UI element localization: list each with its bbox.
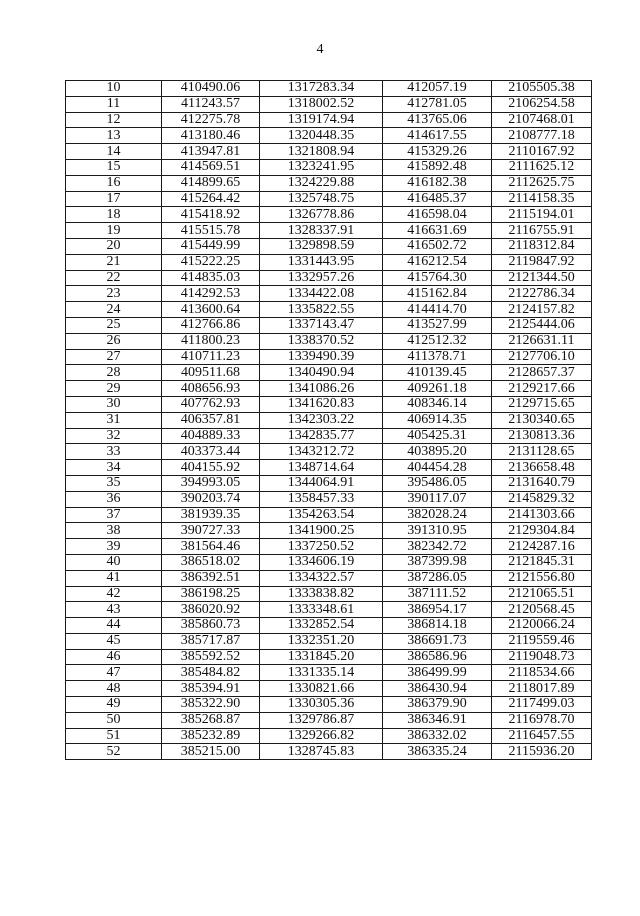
- x2-value-cell: 386954.17: [383, 602, 492, 618]
- table-row: [66, 159, 592, 175]
- table-row: [66, 254, 592, 270]
- y2-value-cell: 2110167.92: [492, 144, 592, 160]
- y1-value-cell: 1324229.88: [260, 175, 383, 191]
- point-number-cell: 48: [66, 681, 162, 697]
- y1-value-cell: 1321808.94: [260, 144, 383, 160]
- x1-value-cell: 406357.81: [162, 412, 260, 428]
- point-number-cell: 14: [66, 144, 162, 160]
- y2-value-cell: 2141303.66: [492, 507, 592, 523]
- x1-value-cell: 415222.25: [162, 254, 260, 270]
- x1-value-cell: 407762.93: [162, 396, 260, 412]
- table-row: [66, 96, 592, 112]
- x1-value-cell: 394993.05: [162, 475, 260, 491]
- y1-value-cell: 1337250.52: [260, 539, 383, 555]
- table-row: [66, 302, 592, 318]
- x2-value-cell: 386691.73: [383, 633, 492, 649]
- y2-value-cell: 2116755.91: [492, 223, 592, 239]
- x1-value-cell: 413180.46: [162, 128, 260, 144]
- x1-value-cell: 386518.02: [162, 554, 260, 570]
- y1-value-cell: 1343212.72: [260, 444, 383, 460]
- point-number-cell: 40: [66, 554, 162, 570]
- y1-value-cell: 1328337.91: [260, 223, 383, 239]
- x2-value-cell: 387111.52: [383, 586, 492, 602]
- x2-value-cell: 386499.99: [383, 665, 492, 681]
- y2-value-cell: 2111625.12: [492, 159, 592, 175]
- y2-value-cell: 2107468.01: [492, 112, 592, 128]
- table-row: [66, 491, 592, 507]
- y1-value-cell: 1341900.25: [260, 523, 383, 539]
- x1-value-cell: 386392.51: [162, 570, 260, 586]
- y2-value-cell: 2128657.37: [492, 365, 592, 381]
- point-number-cell: 13: [66, 128, 162, 144]
- y1-value-cell: 1320448.35: [260, 128, 383, 144]
- point-number-cell: 41: [66, 570, 162, 586]
- x2-value-cell: 391310.95: [383, 523, 492, 539]
- y1-value-cell: 1326778.86: [260, 207, 383, 223]
- x2-value-cell: 386379.90: [383, 697, 492, 713]
- coordinate-table: [65, 80, 592, 760]
- point-number-cell: 52: [66, 744, 162, 760]
- y1-value-cell: 1344064.91: [260, 475, 383, 491]
- y1-value-cell: 1319174.94: [260, 112, 383, 128]
- point-number-cell: 44: [66, 618, 162, 634]
- y1-value-cell: 1342835.77: [260, 428, 383, 444]
- y1-value-cell: 1333838.82: [260, 586, 383, 602]
- point-number-cell: 27: [66, 349, 162, 365]
- x2-value-cell: 415329.26: [383, 144, 492, 160]
- x2-value-cell: 406914.35: [383, 412, 492, 428]
- point-number-cell: 28: [66, 365, 162, 381]
- y1-value-cell: 1338370.52: [260, 333, 383, 349]
- y2-value-cell: 2106254.58: [492, 96, 592, 112]
- x1-value-cell: 390727.33: [162, 523, 260, 539]
- y2-value-cell: 2108777.18: [492, 128, 592, 144]
- table-row: [66, 175, 592, 191]
- x2-value-cell: 415162.84: [383, 286, 492, 302]
- y1-value-cell: 1329786.87: [260, 712, 383, 728]
- point-number-cell: 46: [66, 649, 162, 665]
- y1-value-cell: 1329266.82: [260, 728, 383, 744]
- point-number-cell: 22: [66, 270, 162, 286]
- y2-value-cell: 2117499.03: [492, 697, 592, 713]
- point-number-cell: 24: [66, 302, 162, 318]
- table-row: [66, 365, 592, 381]
- y2-value-cell: 2121344.50: [492, 270, 592, 286]
- x1-value-cell: 385484.82: [162, 665, 260, 681]
- x1-value-cell: 385215.00: [162, 744, 260, 760]
- table-row: [66, 460, 592, 476]
- table-row: [66, 412, 592, 428]
- point-number-cell: 38: [66, 523, 162, 539]
- x2-value-cell: 409261.18: [383, 381, 492, 397]
- table-row: [66, 712, 592, 728]
- table-row: [66, 697, 592, 713]
- table-row: [66, 144, 592, 160]
- x2-value-cell: 390117.07: [383, 491, 492, 507]
- point-number-cell: 29: [66, 381, 162, 397]
- table-row: [66, 396, 592, 412]
- x2-value-cell: 408346.14: [383, 396, 492, 412]
- x2-value-cell: 414414.70: [383, 302, 492, 318]
- x1-value-cell: 415449.99: [162, 238, 260, 254]
- point-number-cell: 16: [66, 175, 162, 191]
- y2-value-cell: 2124287.16: [492, 539, 592, 555]
- y1-value-cell: 1354263.54: [260, 507, 383, 523]
- y1-value-cell: 1332852.54: [260, 618, 383, 634]
- x1-value-cell: 415264.42: [162, 191, 260, 207]
- point-number-cell: 10: [66, 81, 162, 97]
- y1-value-cell: 1339490.39: [260, 349, 383, 365]
- point-number-cell: 31: [66, 412, 162, 428]
- point-number-cell: 25: [66, 317, 162, 333]
- y1-value-cell: 1330821.66: [260, 681, 383, 697]
- x2-value-cell: 416485.37: [383, 191, 492, 207]
- x1-value-cell: 414835.03: [162, 270, 260, 286]
- y2-value-cell: 2121556.80: [492, 570, 592, 586]
- y1-value-cell: 1334422.08: [260, 286, 383, 302]
- x1-value-cell: 386020.92: [162, 602, 260, 618]
- x2-value-cell: 386332.02: [383, 728, 492, 744]
- y2-value-cell: 2122786.34: [492, 286, 592, 302]
- table-row: [66, 744, 592, 760]
- y1-value-cell: 1329898.59: [260, 238, 383, 254]
- x2-value-cell: 415764.30: [383, 270, 492, 286]
- point-number-cell: 11: [66, 96, 162, 112]
- y2-value-cell: 2129715.65: [492, 396, 592, 412]
- point-number-cell: 15: [66, 159, 162, 175]
- page-number: 4: [316, 42, 324, 57]
- y1-value-cell: 1340490.94: [260, 365, 383, 381]
- x1-value-cell: 404889.33: [162, 428, 260, 444]
- y2-value-cell: 2131640.79: [492, 475, 592, 491]
- x2-value-cell: 413765.06: [383, 112, 492, 128]
- x1-value-cell: 412275.78: [162, 112, 260, 128]
- x2-value-cell: 416182.38: [383, 175, 492, 191]
- x1-value-cell: 410711.23: [162, 349, 260, 365]
- y1-value-cell: 1332957.26: [260, 270, 383, 286]
- y2-value-cell: 2120066.24: [492, 618, 592, 634]
- y2-value-cell: 2121065.51: [492, 586, 592, 602]
- y2-value-cell: 2116978.70: [492, 712, 592, 728]
- y2-value-cell: 2129217.66: [492, 381, 592, 397]
- point-number-cell: 37: [66, 507, 162, 523]
- coordinate-table-body: [66, 81, 592, 760]
- point-number-cell: 43: [66, 602, 162, 618]
- y2-value-cell: 2131128.65: [492, 444, 592, 460]
- point-number-cell: 21: [66, 254, 162, 270]
- x1-value-cell: 412766.86: [162, 317, 260, 333]
- y2-value-cell: 2112625.75: [492, 175, 592, 191]
- x1-value-cell: 415515.78: [162, 223, 260, 239]
- x2-value-cell: 403895.20: [383, 444, 492, 460]
- point-number-cell: 34: [66, 460, 162, 476]
- point-number-cell: 26: [66, 333, 162, 349]
- y2-value-cell: 2118017.89: [492, 681, 592, 697]
- table-row: [66, 333, 592, 349]
- point-number-cell: 18: [66, 207, 162, 223]
- point-number-cell: 36: [66, 491, 162, 507]
- x1-value-cell: 404155.92: [162, 460, 260, 476]
- x1-value-cell: 385322.90: [162, 697, 260, 713]
- x1-value-cell: 414899.65: [162, 175, 260, 191]
- x2-value-cell: 412781.05: [383, 96, 492, 112]
- y2-value-cell: 2126631.11: [492, 333, 592, 349]
- table-row: [66, 286, 592, 302]
- y2-value-cell: 2127706.10: [492, 349, 592, 365]
- y1-value-cell: 1341620.83: [260, 396, 383, 412]
- x1-value-cell: 415418.92: [162, 207, 260, 223]
- y1-value-cell: 1331443.95: [260, 254, 383, 270]
- x2-value-cell: 382028.24: [383, 507, 492, 523]
- y1-value-cell: 1333348.61: [260, 602, 383, 618]
- y2-value-cell: 2136658.48: [492, 460, 592, 476]
- y2-value-cell: 2120568.45: [492, 602, 592, 618]
- table-row: [66, 633, 592, 649]
- point-number-cell: 49: [66, 697, 162, 713]
- x1-value-cell: 414292.53: [162, 286, 260, 302]
- point-number-cell: 20: [66, 238, 162, 254]
- point-number-cell: 17: [66, 191, 162, 207]
- y1-value-cell: 1331335.14: [260, 665, 383, 681]
- table-row: [66, 270, 592, 286]
- x1-value-cell: 411243.57: [162, 96, 260, 112]
- y1-value-cell: 1317283.34: [260, 81, 383, 97]
- x1-value-cell: 385860.73: [162, 618, 260, 634]
- table-row: [66, 570, 592, 586]
- y1-value-cell: 1334606.19: [260, 554, 383, 570]
- table-row: [66, 554, 592, 570]
- y1-value-cell: 1328745.83: [260, 744, 383, 760]
- x2-value-cell: 386430.94: [383, 681, 492, 697]
- point-number-cell: 51: [66, 728, 162, 744]
- y2-value-cell: 2121845.31: [492, 554, 592, 570]
- table-row: [66, 191, 592, 207]
- table-row: [66, 428, 592, 444]
- x2-value-cell: 395486.05: [383, 475, 492, 491]
- table-row: [66, 618, 592, 634]
- x1-value-cell: 403373.44: [162, 444, 260, 460]
- x2-value-cell: 415892.48: [383, 159, 492, 175]
- point-number-cell: 45: [66, 633, 162, 649]
- x2-value-cell: 404454.28: [383, 460, 492, 476]
- x2-value-cell: 386346.91: [383, 712, 492, 728]
- x2-value-cell: 412512.32: [383, 333, 492, 349]
- y2-value-cell: 2124157.82: [492, 302, 592, 318]
- x2-value-cell: 386335.24: [383, 744, 492, 760]
- table-row: [66, 81, 592, 97]
- point-number-cell: 30: [66, 396, 162, 412]
- table-row: [66, 602, 592, 618]
- table-row: [66, 349, 592, 365]
- point-number-cell: 39: [66, 539, 162, 555]
- table-row: [66, 649, 592, 665]
- table-row: [66, 223, 592, 239]
- y1-value-cell: 1332351.20: [260, 633, 383, 649]
- y2-value-cell: 2130340.65: [492, 412, 592, 428]
- table-row: [66, 507, 592, 523]
- table-row: [66, 128, 592, 144]
- x2-value-cell: 386814.18: [383, 618, 492, 634]
- point-number-cell: 23: [66, 286, 162, 302]
- x1-value-cell: 408656.93: [162, 381, 260, 397]
- x2-value-cell: 416631.69: [383, 223, 492, 239]
- x2-value-cell: 416502.72: [383, 238, 492, 254]
- y2-value-cell: 2118312.84: [492, 238, 592, 254]
- point-number-cell: 32: [66, 428, 162, 444]
- y1-value-cell: 1325748.75: [260, 191, 383, 207]
- x1-value-cell: 414569.51: [162, 159, 260, 175]
- table-row: [66, 207, 592, 223]
- table-row: [66, 475, 592, 491]
- x1-value-cell: 385268.87: [162, 712, 260, 728]
- y2-value-cell: 2145829.32: [492, 491, 592, 507]
- x1-value-cell: 385592.52: [162, 649, 260, 665]
- table-row: [66, 381, 592, 397]
- x2-value-cell: 410139.45: [383, 365, 492, 381]
- y1-value-cell: 1337143.47: [260, 317, 383, 333]
- y1-value-cell: 1331845.20: [260, 649, 383, 665]
- y2-value-cell: 2119559.46: [492, 633, 592, 649]
- y2-value-cell: 2130813.36: [492, 428, 592, 444]
- table-row: [66, 539, 592, 555]
- y1-value-cell: 1341086.26: [260, 381, 383, 397]
- x1-value-cell: 390203.74: [162, 491, 260, 507]
- x2-value-cell: 405425.31: [383, 428, 492, 444]
- x2-value-cell: 413527.99: [383, 317, 492, 333]
- table-row: [66, 112, 592, 128]
- x2-value-cell: 387399.98: [383, 554, 492, 570]
- y1-value-cell: 1342303.22: [260, 412, 383, 428]
- y2-value-cell: 2129304.84: [492, 523, 592, 539]
- y2-value-cell: 2115936.20: [492, 744, 592, 760]
- x2-value-cell: 416212.54: [383, 254, 492, 270]
- point-number-cell: 12: [66, 112, 162, 128]
- x1-value-cell: 385232.89: [162, 728, 260, 744]
- x1-value-cell: 386198.25: [162, 586, 260, 602]
- table-row: [66, 681, 592, 697]
- point-number-cell: 33: [66, 444, 162, 460]
- x1-value-cell: 413947.81: [162, 144, 260, 160]
- x2-value-cell: 387286.05: [383, 570, 492, 586]
- table-row: [66, 444, 592, 460]
- table-row: [66, 665, 592, 681]
- y2-value-cell: 2125444.06: [492, 317, 592, 333]
- y2-value-cell: 2105505.38: [492, 81, 592, 97]
- x1-value-cell: 381564.46: [162, 539, 260, 555]
- table-row: [66, 238, 592, 254]
- y2-value-cell: 2119847.92: [492, 254, 592, 270]
- point-number-cell: 50: [66, 712, 162, 728]
- x1-value-cell: 385394.91: [162, 681, 260, 697]
- x2-value-cell: 382342.72: [383, 539, 492, 555]
- x2-value-cell: 411378.71: [383, 349, 492, 365]
- x1-value-cell: 381939.35: [162, 507, 260, 523]
- point-number-cell: 35: [66, 475, 162, 491]
- x2-value-cell: 386586.96: [383, 649, 492, 665]
- point-number-cell: 42: [66, 586, 162, 602]
- y2-value-cell: 2114158.35: [492, 191, 592, 207]
- y1-value-cell: 1330305.36: [260, 697, 383, 713]
- table-row: [66, 317, 592, 333]
- x1-value-cell: 409511.68: [162, 365, 260, 381]
- table-row: [66, 523, 592, 539]
- y2-value-cell: 2115194.01: [492, 207, 592, 223]
- x1-value-cell: 413600.64: [162, 302, 260, 318]
- x1-value-cell: 411800.23: [162, 333, 260, 349]
- x1-value-cell: 385717.87: [162, 633, 260, 649]
- y1-value-cell: 1334322.57: [260, 570, 383, 586]
- y2-value-cell: 2118534.66: [492, 665, 592, 681]
- y2-value-cell: 2116457.55: [492, 728, 592, 744]
- x2-value-cell: 416598.04: [383, 207, 492, 223]
- y1-value-cell: 1335822.55: [260, 302, 383, 318]
- point-number-cell: 47: [66, 665, 162, 681]
- x2-value-cell: 412057.19: [383, 81, 492, 97]
- y1-value-cell: 1358457.33: [260, 491, 383, 507]
- table-row: [66, 728, 592, 744]
- y1-value-cell: 1323241.95: [260, 159, 383, 175]
- x2-value-cell: 414617.55: [383, 128, 492, 144]
- y1-value-cell: 1318002.52: [260, 96, 383, 112]
- point-number-cell: 19: [66, 223, 162, 239]
- y1-value-cell: 1348714.64: [260, 460, 383, 476]
- y2-value-cell: 2119048.73: [492, 649, 592, 665]
- table-row: [66, 586, 592, 602]
- x1-value-cell: 410490.06: [162, 81, 260, 97]
